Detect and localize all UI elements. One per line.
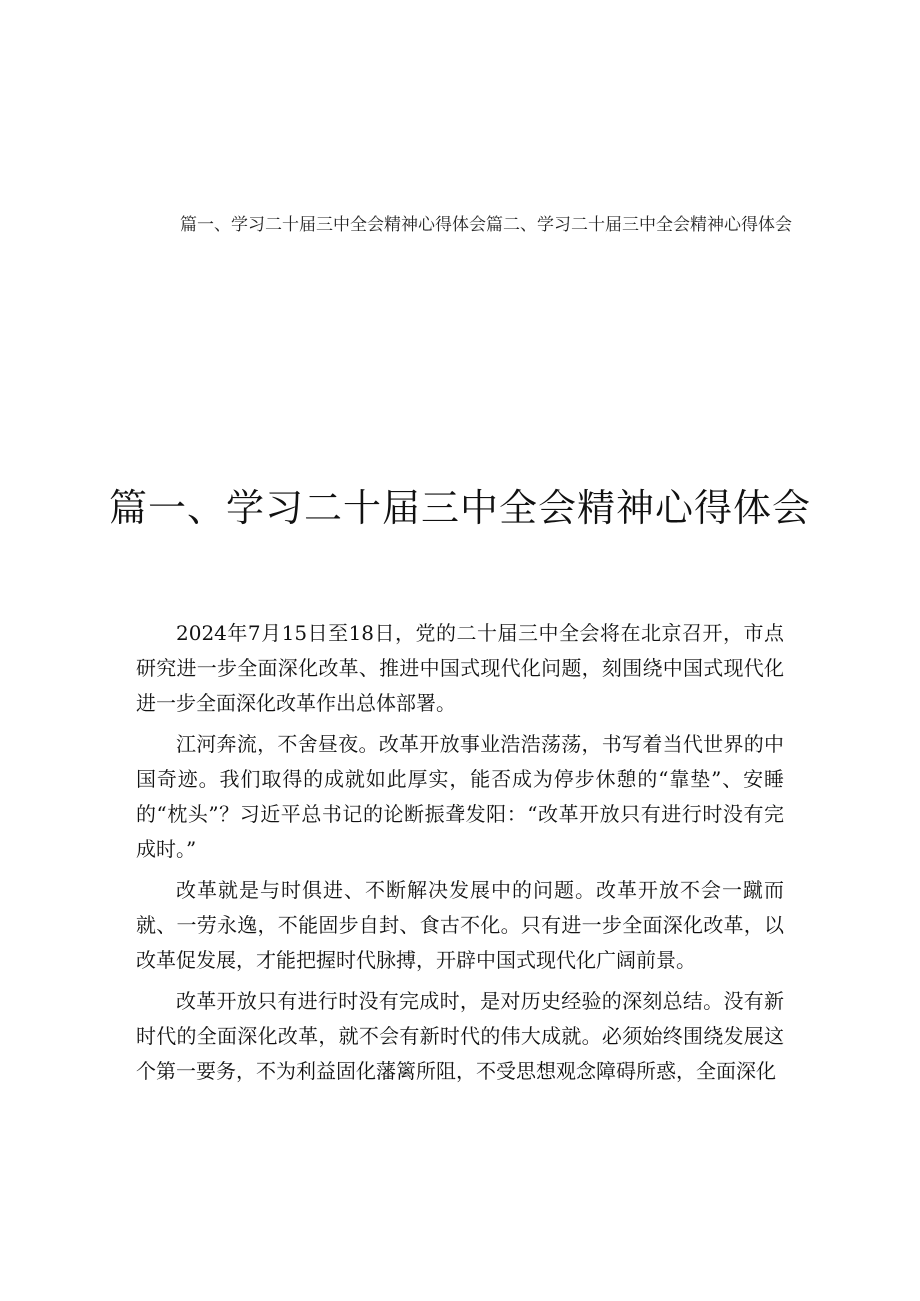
table-of-contents: 篇一、学习二十届三中全会精神心得体会篇二、学习二十届三中全会精神心得体会 <box>180 215 792 235</box>
article-title: 篇一、学习二十届三中全会精神心得体会 <box>108 486 811 530</box>
paragraph-3: 改革就是与时俱进、不断解决发展中的问题。改革开放不会一蹴而就、一劳永逸，不能固步自封、食古不化。只有进一步全面深化改革，以改革促发展，才能把握时代脉搏，开辟中国式现代化广阔前景。 <box>136 878 784 972</box>
article-body <box>136 616 784 1095</box>
paragraph-2: 江河奔流，不舍昼夜。改革开放事业浩浩荡荡，书写着当代世界的中国奇迹。我们取得的成就如此厚实，能否成为停步休憩的“靠垫”、安睡的“枕头”？习近平总书记的论断振聋发阳：“改革开放只有进行时没有完成时。” <box>136 732 784 861</box>
paragraph-1: 2024年7月15日至18日，党的二十届三中全会将在北京召开，市点研究进一步全面深化改革、推进中国式现代化问题，刻围绕中国式现代化进一步全面深化改革作出总体部署。 <box>136 621 784 715</box>
paragraph-4: 改革开放只有进行时没有完成时，是对历史经验的深刻总结。没有新时代的全面深化改革，就不会有新时代的伟大成就。必须始终围绕发展这个第一要务，不为利益固化藩篱所阻，不受思想观念障碍所惑，全面深化 <box>136 989 784 1083</box>
